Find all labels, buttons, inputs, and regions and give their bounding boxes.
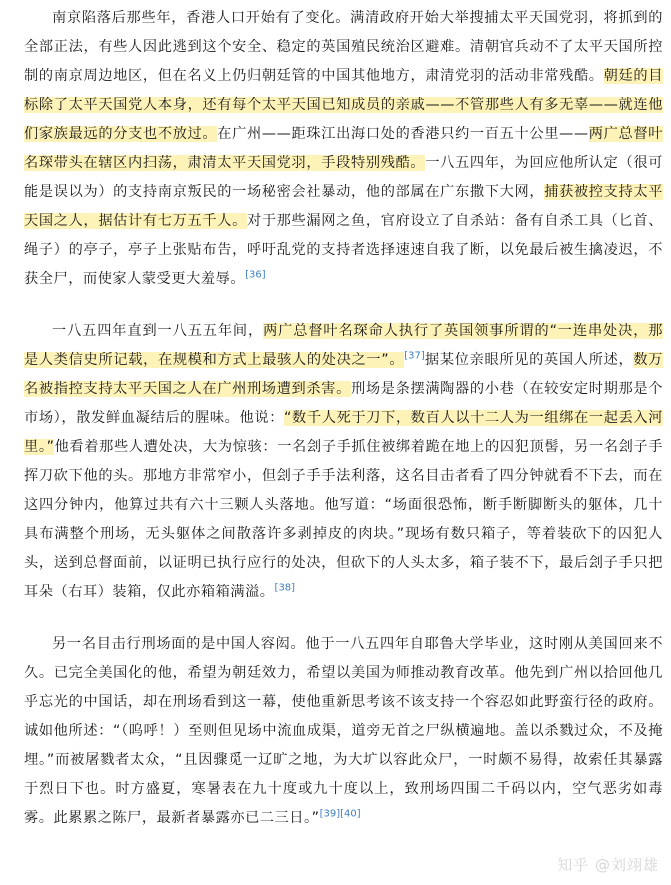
paragraph-3 (24, 630, 663, 833)
text-segment: 南京陷落后那些年，香港人口开始有了变化。满清政府开始大举搜捕太平天国党羽，将抓到的全部正法，有些人因此逃到这个安全、稳定的英国殖民统治区避难。清朝官兵动不了太平天国所控制的南京周边地区，但在名义上仍归朝廷管的中国其他地方，肃清党羽的活动非常残酷。 (24, 10, 663, 84)
text-segment: 据某位亲眼所见的英国人所述， (424, 352, 634, 368)
text-segment: 对于那些漏网之鱼，官府设立了自杀站：备有自杀工具（匕首、绳子）的亭子，亭子上张贴布告，呼吁乱党的支持者选择速速自我了断，以免最后被生擒凌迟，不获全尸，而使家人蒙受更大羞辱。 (24, 213, 663, 287)
highlighted-text: 朝廷的目标除了太平天国党人本身，还有每个太平天国已知成员的亲戚——不管那些人有多无辜——就连他们家族最远的分支也不放过。 (24, 68, 663, 142)
highlighted-text: 两广总督叶名琛命人执行了英国领事所谓的“一连串处决，那是人类信史所记载，在规模和方式上最骇人的处决之一”。 (24, 323, 664, 368)
reference-link-40[interactable]: [40] (340, 808, 361, 820)
reference-link-36[interactable]: [36] (245, 269, 266, 281)
text-segment: 另一名目击行刑场面的是中国人容闳。他于一八五四年自耶鲁大学毕业，这时刚从美国回来不久。已完全美国化的他，希望为朝廷效力，希望以美国为师推动教育改革。他先到广州以拾回他几乎忘光的中国话，却在刑场看到这一幕，使他重新思考该不该支持一个容忍如此野蛮行径的政府。诚如他所述：“（呜呼！）至则但见场中流血成渠，道旁无首之尸纵横遍地。盖以杀戮过众，不及掩埋。”而被屠戮者太众，“且因骤觅一辽旷之地，为大圹以容此众尸，一时颇不易得，故索任其暴露于烈日下也。时方盛夏，寒暑表在九十度或九十度以上，致刑场四围二千码以内，空气恶劣如毒雾。此累累之陈尸，最新者暴露亦已二三日。” (24, 636, 663, 826)
paragraph-2 (24, 317, 663, 607)
text-segment: 刑场是条摆满陶器的小巷（在较安定时期那是个市场），散发鲜血凝结后的腥味。他说： (24, 381, 663, 426)
reference-link-38[interactable]: [38] (274, 582, 296, 594)
text-segment: 一八五四年直到一八五五年间， (52, 323, 264, 339)
text-segment: 一八五四年，为回应他所认定（很可能是误以为）的支持南京叛民的一场秘密会社暴动，他的部属在广东撒下大网， (24, 155, 663, 200)
highlighted-text: 数万名被指控支持太平天国之人在广州刑场遭到杀害。 (24, 352, 664, 397)
highlighted-text: 两广总督叶名琛带头在辖区内扫荡，肃清太平天国党羽，手段特别残酷。 (24, 126, 663, 171)
text-segment: 在广州——距珠江出海口处的香港只约一百五十公里—— (217, 126, 589, 142)
highlighted-text: “数千人死于刀下，数百人以十二人为一组绑在一起丢入河里。” (24, 410, 663, 455)
zhihu-watermark: 知乎 @刘翊雄 (557, 856, 659, 874)
text-segment: 他看着那些人遭处决，大为惊骇：一名刽子手抓住被绑着跪在地上的囚犯顶髻，另一名刽子手挥刀砍下他的头。那地方非常窄小，但刽子手手法利落，这名目击者看了四分钟就看不下去，而在这四分钟内，他算过共有六十三颗人头落地。他写道：“场面很恐怖，断手断脚断头的躯体，几十具布满整个刑场，无头躯体之间散落许多剥掉皮的肉块。”现场有数只箱子，等着装砍下的囚犯人头，送到总督面前，以证明已执行应行的处决，但砍下的人头太多，箱子装不下，最后刽子手只把耳朵（右耳）装箱，仅此亦箱箱满溢。 (24, 439, 663, 600)
highlighted-text: 捕获被控支持太平天国之人，据估计有七万五千人。 (24, 184, 663, 229)
reference-link-39[interactable]: [39] (319, 808, 341, 820)
paragraph-1 (24, 4, 663, 294)
reference-link-37[interactable]: [37] (404, 350, 425, 362)
